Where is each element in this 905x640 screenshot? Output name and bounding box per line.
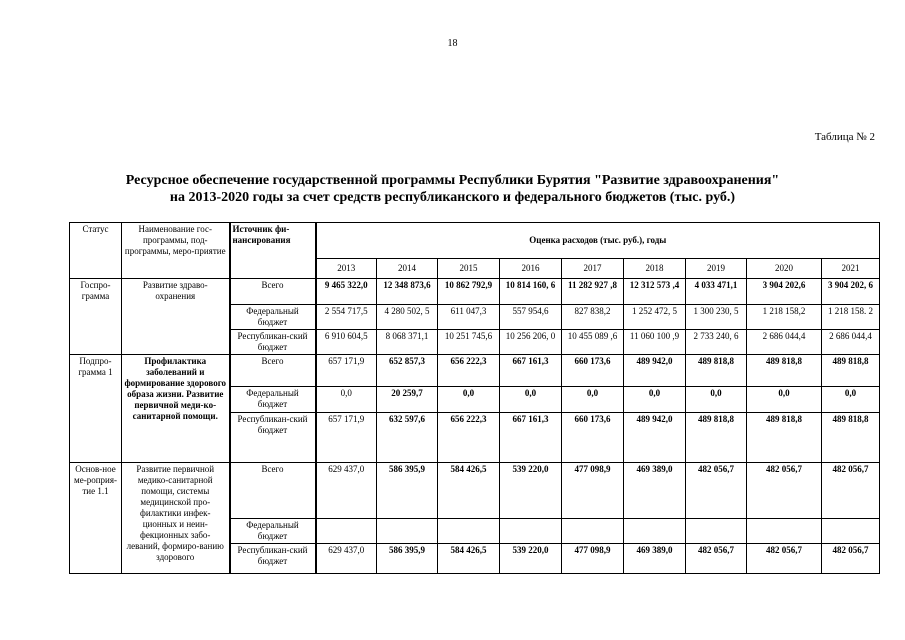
value-cell: 8 068 371,1 — [377, 330, 438, 355]
value-cell: 469 389,0 — [624, 463, 686, 519]
value-cell: 656 222,3 — [438, 413, 500, 463]
value-cell: 11 282 927 ,8 — [562, 279, 624, 305]
value-cell: 9 465 322,0 — [316, 279, 377, 305]
value-cell: 557 954,6 — [500, 305, 562, 330]
value-cell: 539 220,0 — [500, 544, 562, 574]
value-cell: 584 426,5 — [438, 544, 500, 574]
source-cell: Федеральный бюджет — [230, 305, 316, 330]
value-cell — [562, 519, 624, 544]
value-cell: 4 280 502, 5 — [377, 305, 438, 330]
value-cell: 482 056,7 — [747, 544, 822, 574]
page-number: 18 — [447, 38, 458, 49]
header-estimate: Оценка расходов (тыс. руб.), годы — [316, 223, 880, 259]
value-cell: 489 818,8 — [822, 413, 880, 463]
value-cell: 10 814 160, 6 — [500, 279, 562, 305]
value-cell: 586 395,9 — [377, 544, 438, 574]
value-cell — [377, 519, 438, 544]
status-cell: Подпро-грамма 1 — [70, 355, 122, 463]
value-cell — [438, 519, 500, 544]
value-cell: 20 259,7 — [377, 387, 438, 413]
resource-table — [69, 222, 880, 574]
source-cell: Республикан-ский бюджет — [230, 330, 316, 355]
value-cell: 1 300 230, 5 — [686, 305, 747, 330]
header-year: 2018 — [624, 259, 686, 279]
title-line-2: на 2013-2020 годы за счет средств республиканского и федерального бюджетов (тыс. руб.) — [169, 190, 736, 205]
value-cell: 489 818,8 — [822, 355, 880, 387]
value-cell: 477 098,9 — [562, 463, 624, 519]
value-cell: 0,0 — [562, 387, 624, 413]
source-cell: Республикан-ский бюджет — [230, 544, 316, 574]
value-cell: 12 348 873,6 — [377, 279, 438, 305]
value-cell — [500, 519, 562, 544]
value-cell: 0,0 — [316, 387, 377, 413]
value-cell: 6 910 604,5 — [316, 330, 377, 355]
value-cell: 482 056,7 — [686, 463, 747, 519]
value-cell — [747, 519, 822, 544]
program-name-cell: Развитие первичной медико-санитарной помощи, системы медицинской про-филактики инфек-ционных и неин-фекционных забо-леваний, формиро-ванию здорового — [122, 463, 230, 574]
source-cell: Всего — [230, 463, 316, 519]
status-cell: Госпро-грамма — [70, 279, 122, 355]
header-source: Источник фи-нансирования — [230, 223, 316, 279]
title-line-1: Ресурсное обеспечение государственной программы Республики Бурятия "Развитие здравоохранения" — [125, 173, 780, 188]
value-cell: 2 733 240, 6 — [686, 330, 747, 355]
value-cell: 3 904 202, 6 — [822, 279, 880, 305]
value-cell: 10 862 792,9 — [438, 279, 500, 305]
value-cell: 827 838,2 — [562, 305, 624, 330]
header-name: Наименование гос-программы, под-программы, меро-приятие — [122, 223, 230, 279]
value-cell: 2 686 044,4 — [822, 330, 880, 355]
header-year: 2019 — [686, 259, 747, 279]
value-cell: 660 173,6 — [562, 355, 624, 387]
value-cell: 0,0 — [624, 387, 686, 413]
program-name-cell: Профилактика заболеваний и формирование здорового образа жизни. Развитие первичной меди-ко-санитарной помощи. — [122, 355, 230, 463]
value-cell: 652 857,3 — [377, 355, 438, 387]
value-cell: 10 455 089 ,6 — [562, 330, 624, 355]
program-name-cell: Развитие здраво-охранения — [122, 279, 230, 355]
value-cell: 632 597,6 — [377, 413, 438, 463]
value-cell: 0,0 — [438, 387, 500, 413]
header-year: 2021 — [822, 259, 880, 279]
table-row — [70, 279, 880, 305]
value-cell: 482 056,7 — [686, 544, 747, 574]
header-year: 2015 — [438, 259, 500, 279]
status-cell: Основ-ное ме-роприя-тие 1.1 — [70, 463, 122, 574]
header-year: 2014 — [377, 259, 438, 279]
value-cell — [686, 519, 747, 544]
value-cell: 1 252 472, 5 — [624, 305, 686, 330]
value-cell: 611 047,3 — [438, 305, 500, 330]
value-cell: 629 437,0 — [316, 463, 377, 519]
value-cell: 539 220,0 — [500, 463, 562, 519]
value-cell: 656 222,3 — [438, 355, 500, 387]
value-cell: 0,0 — [500, 387, 562, 413]
value-cell: 3 904 202,6 — [747, 279, 822, 305]
value-cell: 10 251 745,6 — [438, 330, 500, 355]
value-cell: 489 818,8 — [686, 355, 747, 387]
source-cell: Всего — [230, 355, 316, 387]
source-cell: Всего — [230, 279, 316, 305]
value-cell: 482 056,7 — [747, 463, 822, 519]
value-cell: 489 942,0 — [624, 413, 686, 463]
value-cell: 657 171,9 — [316, 413, 377, 463]
table-label: Таблица № 2 — [814, 131, 875, 143]
value-cell: 489 942,0 — [624, 355, 686, 387]
value-cell: 482 056,7 — [822, 544, 880, 574]
value-cell: 11 060 100 ,9 — [624, 330, 686, 355]
source-cell: Федеральный бюджет — [230, 387, 316, 413]
value-cell: 482 056,7 — [822, 463, 880, 519]
value-cell — [624, 519, 686, 544]
value-cell: 584 426,5 — [438, 463, 500, 519]
value-cell: 660 173,6 — [562, 413, 624, 463]
value-cell — [316, 519, 377, 544]
header-year: 2017 — [562, 259, 624, 279]
value-cell: 469 389,0 — [624, 544, 686, 574]
header-year: 2013 — [316, 259, 377, 279]
value-cell: 1 218 158,2 — [747, 305, 822, 330]
value-cell: 1 218 158. 2 — [822, 305, 880, 330]
value-cell: 586 395,9 — [377, 463, 438, 519]
value-cell: 489 818,8 — [686, 413, 747, 463]
value-cell: 667 161,3 — [500, 355, 562, 387]
value-cell: 629 437,0 — [316, 544, 377, 574]
value-cell: 489 818,8 — [747, 413, 822, 463]
value-cell: 12 312 573 ,4 — [624, 279, 686, 305]
source-cell: Республикан-ский бюджет — [230, 413, 316, 463]
value-cell: 10 256 206, 0 — [500, 330, 562, 355]
value-cell: 4 033 471,1 — [686, 279, 747, 305]
source-cell: Федеральный бюджет — [230, 519, 316, 544]
value-cell: 2 554 717,5 — [316, 305, 377, 330]
table-row — [70, 355, 880, 387]
value-cell: 2 686 044,4 — [747, 330, 822, 355]
value-cell: 657 171,9 — [316, 355, 377, 387]
value-cell: 0,0 — [747, 387, 822, 413]
header-year: 2020 — [747, 259, 822, 279]
header-status: Статус — [70, 223, 122, 279]
value-cell: 477 098,9 — [562, 544, 624, 574]
value-cell: 667 161,3 — [500, 413, 562, 463]
value-cell: 0,0 — [822, 387, 880, 413]
value-cell: 489 818,8 — [747, 355, 822, 387]
header-year: 2016 — [500, 259, 562, 279]
value-cell — [822, 519, 880, 544]
document-title — [0, 172, 905, 206]
value-cell: 0,0 — [686, 387, 747, 413]
table-row — [70, 463, 880, 519]
